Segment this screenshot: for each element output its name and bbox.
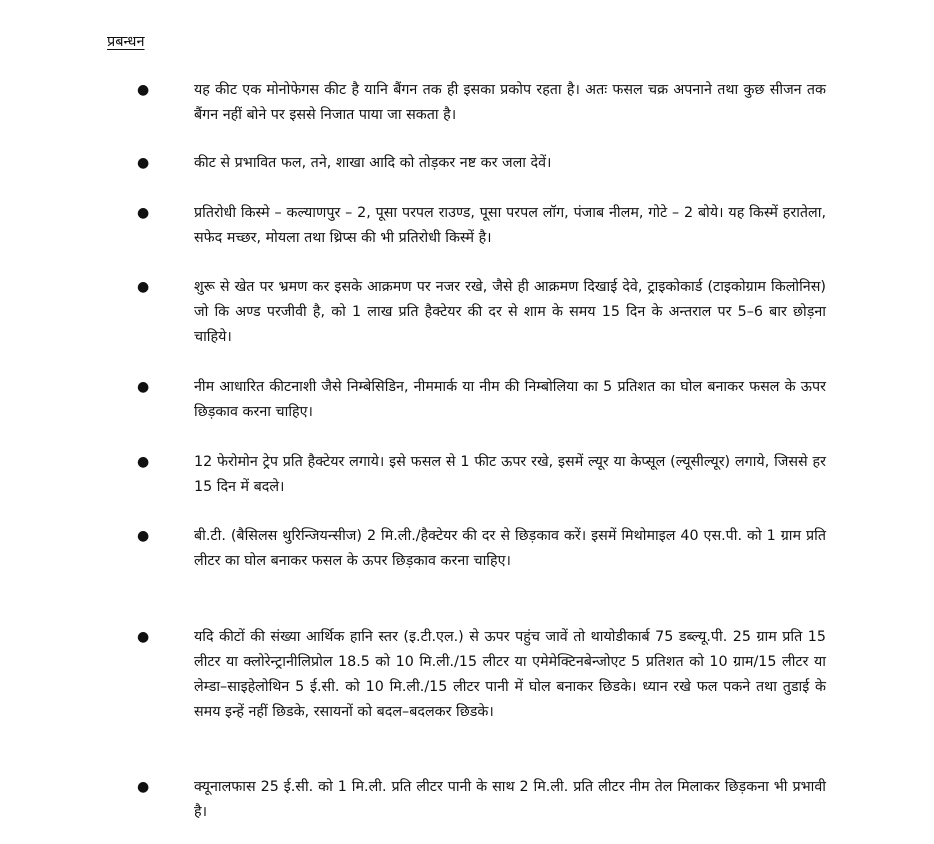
bullet-icon: ● <box>137 629 150 645</box>
bullet-icon: ● <box>137 779 150 795</box>
list-item-text: यह कीट एक मोनोफेगस कीट है यानि बैंगन तक ही इसका प्रकोप रहता है। अतः फसल चक्र अपनाने तथा कुछ सीजन तक बैंगन नहीं बोने पर इससे निजात पाया जा सकता है। <box>194 82 826 123</box>
list-item-text: क्यूनालफास 25 ई.सी. को 1 मि.ली. प्रति लीटर पानी के साथ 2 मि.ली. प्रति लीटर नीम तेल मिलाकर छिड़कना भी प्रभावी है। <box>194 779 826 820</box>
bullet-icon: ● <box>137 82 150 98</box>
bullet-icon: ● <box>137 454 150 470</box>
bullet-icon: ● <box>137 205 150 221</box>
bullet-icon: ● <box>137 528 150 544</box>
list-item-text: कीट से प्रभावित फल, तने, शाखा आदि को तोड़कर नष्ट कर जला देवें। <box>194 155 552 171</box>
list-item-text: नीम आधारित कीटनाशी जैसे निम्बेसिडिन, नीममार्क या नीम की निम्बोलिया का 5 प्रतिशत का घोल बनाकर फसल के ऊपर छिड़काव करना चाहिए। <box>194 379 826 420</box>
section-heading: प्रबन्धन <box>107 34 145 50</box>
list-item-text: 12 फेरोमोन ट्रेप प्रति हैक्टेयर लगाये। इसे फसल से 1 फीट ऊपर रखे, इसमें ल्यूर या केप्सूल (ल्यूसील्यूर) लगाये, जिससे हर 15 दिन में बदले। <box>194 454 826 495</box>
list-item-text: शुरू से खेत पर भ्रमण कर इसके आक्रमण पर नजर रखे, जैसे ही आक्रमण दिखाई देवे, ट्राइकोकार्ड (टाइकोग्राम किलोनिस) जो कि अण्ड परजीवी है, को 1 लाख प्रति हैक्टेयर की दर से शाम के समय 15 दिन के अन्तराल पर 5–6 बार छोड़ना चाहिये। <box>194 279 826 345</box>
bullet-icon: ● <box>137 155 150 171</box>
list-item-text: बी.टी. (बैसिलस थुरिन्जियन्सीज) 2 मि.ली./हैक्टेयर की दर से छिड़काव करें। इसमें मिथोमाइल 40 एस.पी. को 1 ग्राम प्रति लीटर का घोल बनाकर फसल के ऊपर छिड़काव करना चाहिए। <box>194 528 826 569</box>
bullet-icon: ● <box>137 279 150 295</box>
list-item-text: यदि कीटों की संख्या आर्थिक हानि स्तर (इ.टी.एल.) से ऊपर पहुंच जावें तो थायोडीकार्ब 75 डब्ल्यू.पी. 25 ग्राम प्रति 15 लीटर या क्लोरेन्ट्रानीलिप्रोल 18.5 को 10 मि.ली./15 लीटर या एमेमेक्टिनबेन्जोएट 5 प्रतिशत को 10 ग्राम/15 लीटर या लेम्डा–साइहेलोथिन 5 ई.सी. को 10 मि.ली./15 लीटर पानी में घोल बनाकर छिडके। ध्यान रखे फल पकने तथा तुडाई के समय इन्हें नहीं छिडके, रसायनों को बदल–बदलकर छिडके। <box>194 629 826 720</box>
bullet-icon: ● <box>137 379 150 395</box>
list-item-text: प्रतिरोधी किस्मे – कल्याणपुर – 2, पूसा परपल राउण्ड, पूसा परपल लॉग, पंजाब नीलम, गोटे – 2 बोये। यह किस्में हरातेला, सफेद मच्छर, मोयला तथा थ्रिप्स की भी प्रतिरोधी किस्में है। <box>194 205 826 246</box>
